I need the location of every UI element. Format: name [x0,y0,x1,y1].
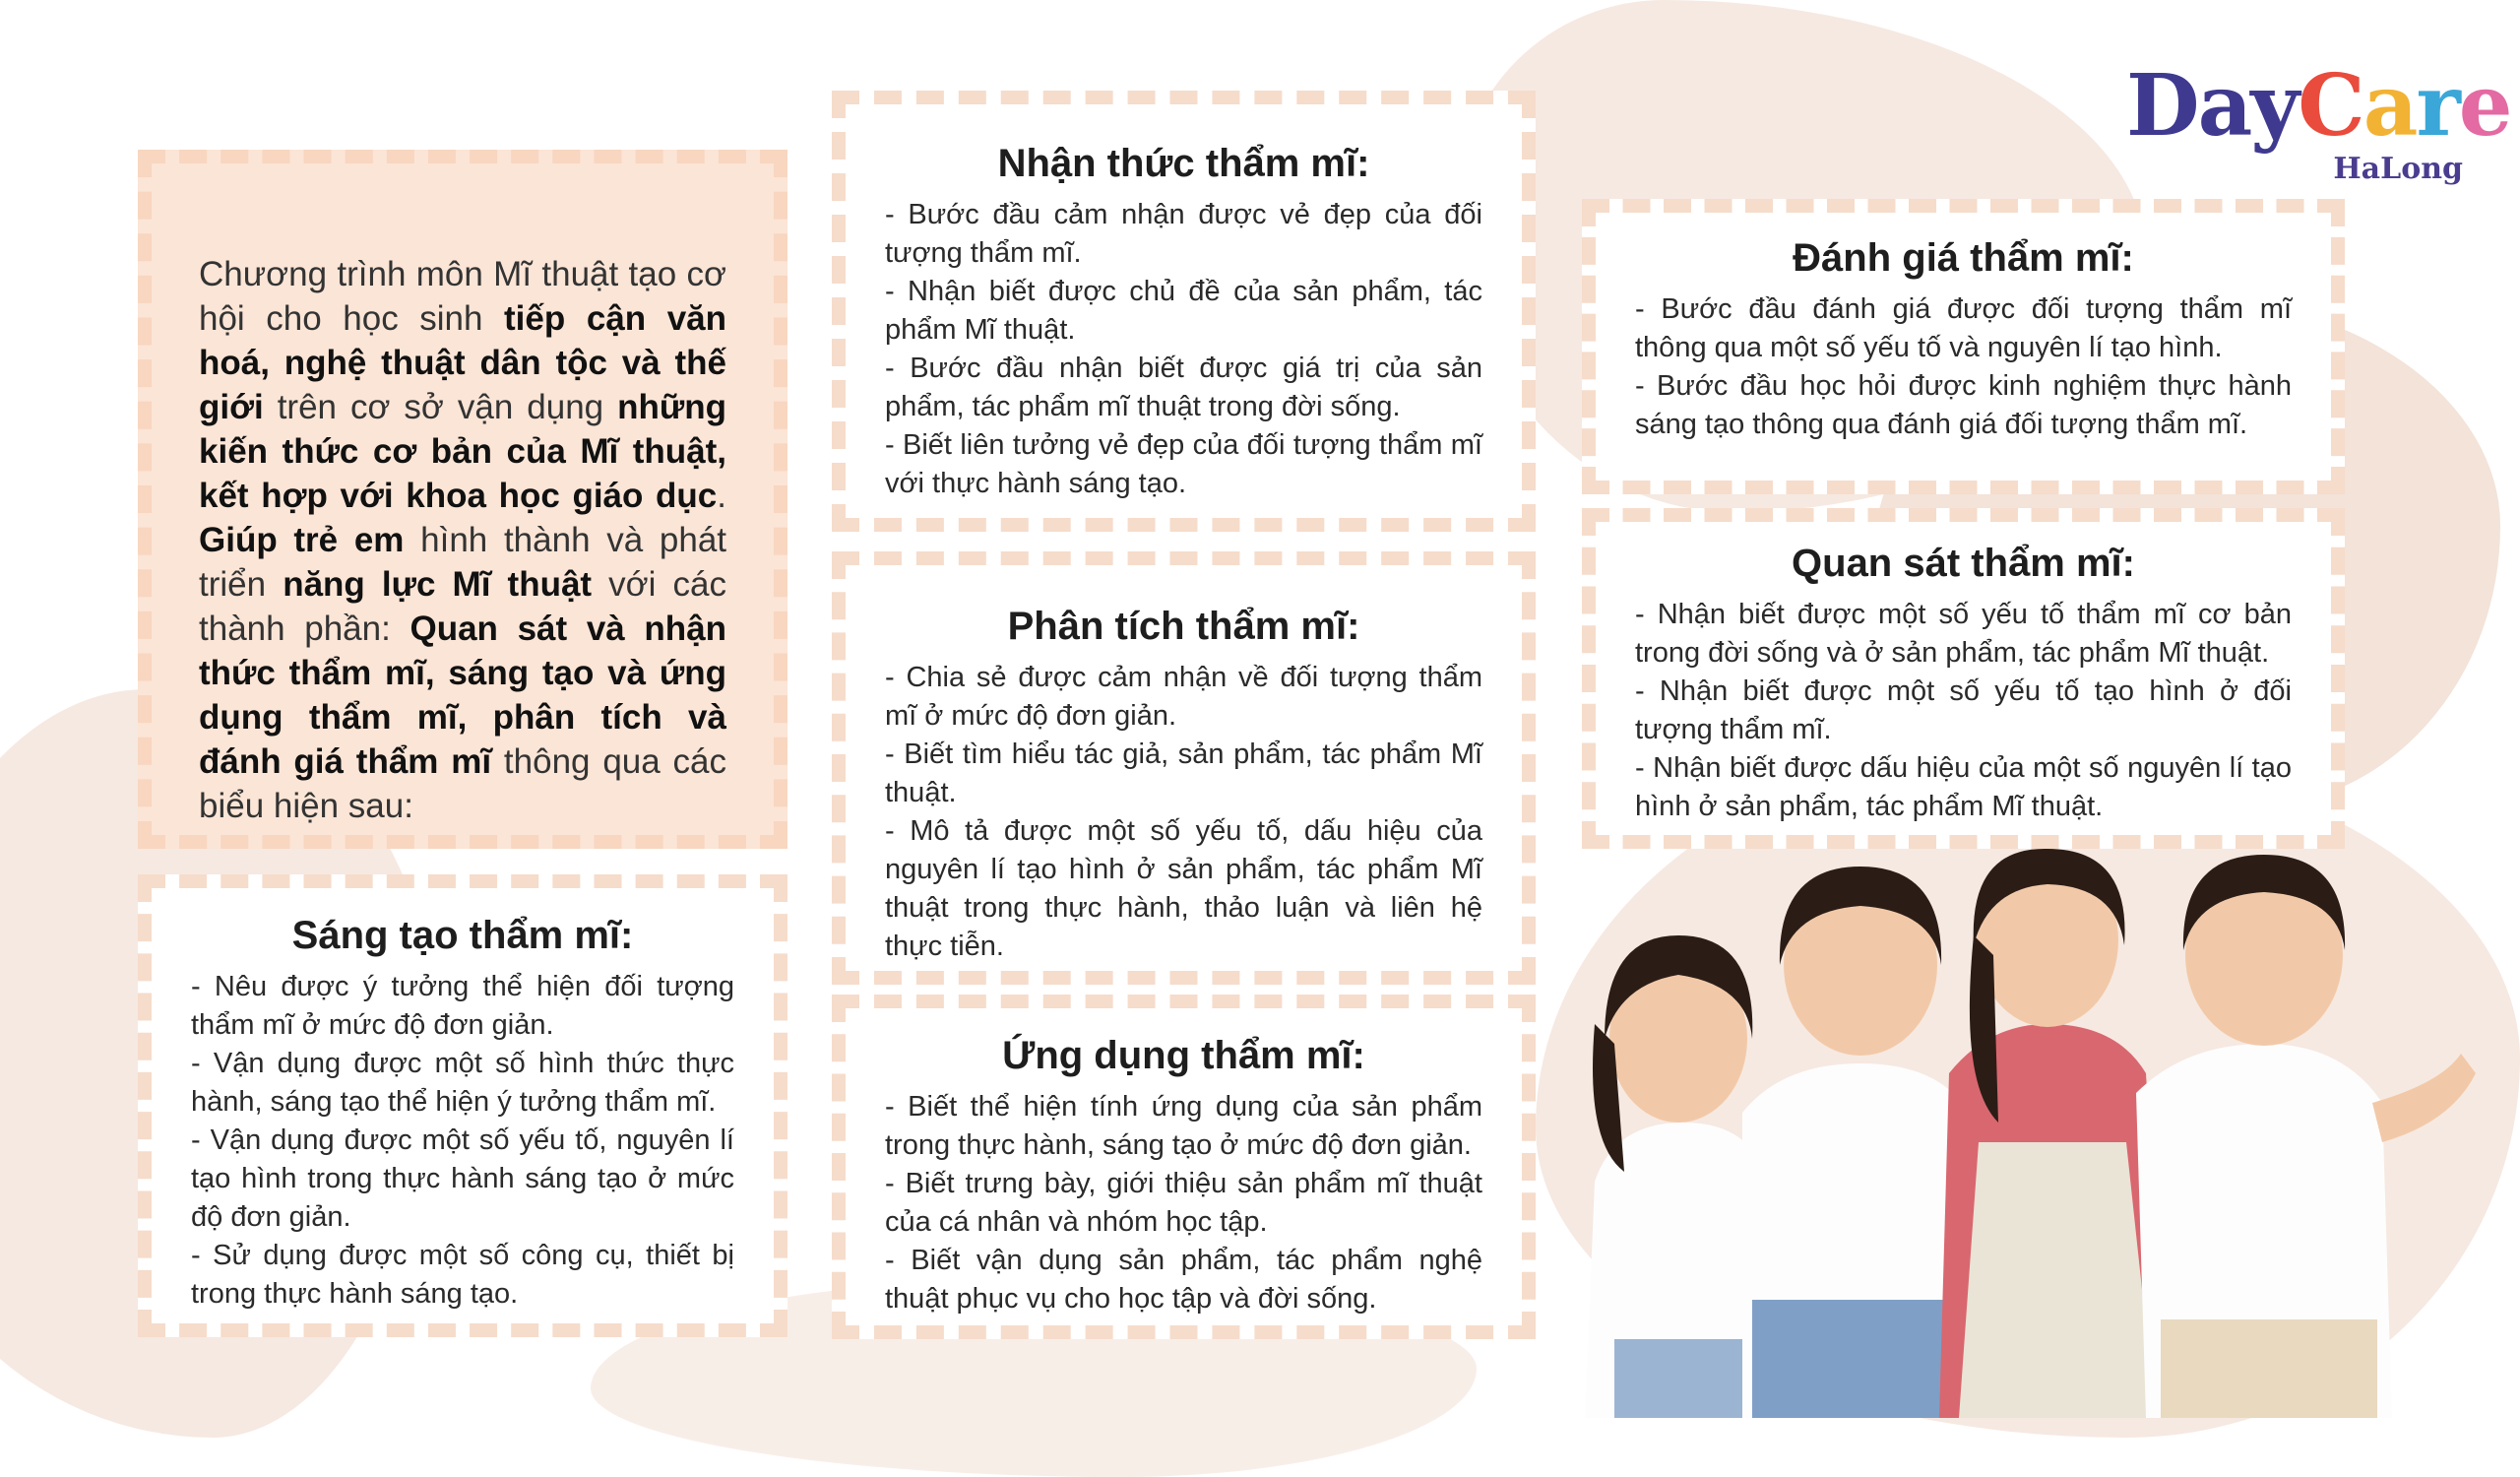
logo-letter: C [2298,56,2363,156]
intro-segment: . [717,477,726,515]
child-figure [2136,855,2476,1418]
intro-segment: với các thành phần: [199,565,726,648]
children-group-photo-icon [1555,827,2500,1418]
card-title: Quan sát thẩm mĩ: [1792,542,2135,585]
card-quan-sat [1582,508,2345,849]
card-ung-dung [832,995,1536,1339]
intro-paragraph [199,252,726,828]
logo-subtitle: HaLong [2333,152,2463,186]
logo-word-day: Day [2126,56,2299,156]
intro-segment: Chương trình môn Mĩ thuật tạo cơ hội cho học sinh [199,255,726,338]
intro-segment: những kiến thức cơ bản của Mĩ thuật, kết hợp với khoa học giáo dục [199,388,726,515]
card-title: Sáng tạo thẩm mĩ: [291,914,634,957]
card-danh-gia [1582,199,2345,494]
logo-letter: r [2416,56,2459,156]
intro-segment: hình thành và phát triển [199,521,727,604]
logo-word-care [2298,56,2510,156]
card-text: - Biết thể hiện tính ứng dụng của sản phẩm trong thực hành, sáng tạo ở mức độ đơn giản. - Biết trưng bày, giới thiệu sản phẩm mĩ thuật của cá nhân và nhóm học tập. - Biết vận dụng sản phẩm, tác phẩm nghệ thuật phục vụ cho học tập và đời sống. [885,1091,1482,1315]
intro-segment: năng lực Mĩ thuật [283,565,593,604]
intro-card [138,150,788,849]
card-text: - Nêu được ý tưởng thể hiện đối tượng thẩm mĩ ở mức độ đơn giản. - Vận dụng được một số hình thức thực hành, sáng tạo thể hiện ý tưởng thẩm mĩ. - Vận dụng được một số yếu tố, nguyên lí tạo hình trong thực hành sáng tạo ở mức độ đơn giản. - Sử dụng được một số công cụ, thiết bị trong thực hành sáng tạo. [191,971,734,1310]
card-title: Nhận thức thẩm mĩ: [997,142,1370,185]
child-figure [1939,849,2166,1418]
card-text: - Nhận biết được một số yếu tố thẩm mĩ cơ bản trong đời sống và ở sản phẩm, tác phẩm Mĩ thuật. - Nhận biết được một số yếu tố tạo hình ở đối tượng thẩm mĩ. - Nhận biết được dấu hiệu của một số nguyên lí tạo hình ở sản phẩm, tác phẩm Mĩ thuật. [1635,599,2292,822]
card-title: Đánh giá thẩm mĩ: [1793,236,2134,280]
card-sang-tao [138,874,788,1337]
card-text: - Bước đầu cảm nhận được vẻ đẹp của đối tượng thẩm mĩ. - Nhận biết được chủ đề của sản phẩm, tác phẩm Mĩ thuật. - Bước đầu nhận biết được giá trị của sản phẩm, tác phẩm mĩ thuật trong đời sống. - Biết liên tưởng vẻ đẹp của đối tượng thẩm mĩ với thực hành sáng tạo. [885,199,1482,499]
logo-letter: a [2362,56,2417,156]
card-text: - Bước đầu đánh giá được đối tượng thẩm mĩ thông qua một số yếu tố và nguyên lí tạo hình. - Bước đầu học hỏi được kinh nghiệm thực hành sáng tạo thông qua đánh giá đối tượng thẩm mĩ. [1635,293,2292,440]
card-phan-tich [832,551,1536,985]
daycare-logo [2126,56,2511,195]
logo-letter: e [2458,56,2511,156]
card-title: Ứng dụng thẩm mĩ: [1002,1034,1365,1077]
intro-segment: Quan sát và nhận thức thẩm mĩ, sáng tạo và ứng dụng thẩm mĩ, phân tích và đánh giá thẩm mĩ [199,610,727,781]
card-text: - Chia sẻ được cảm nhận về đối tượng thẩm mĩ ở mức độ đơn giản. - Biết tìm hiểu tác giả, sản phẩm, tác phẩm Mĩ thuật. - Mô tả được một số yếu tố, dấu hiệu của nguyên lí tạo hình ở sản phẩm, tác phẩm Mĩ thuật trong thực hành, thảo luận và liên hệ thực tiễn. [885,662,1482,962]
intro-segment: thông qua các biểu hiện sau: [199,742,726,825]
card-title: Phân tích thẩm mĩ: [1007,605,1360,648]
card-nhan-thuc [832,91,1536,532]
intro-segment: Giúp trẻ em [199,521,405,559]
intro-segment: trên cơ sở vận dụng [263,388,618,426]
intro-segment: tiếp cận văn hoá, nghệ thuật dân tộc và thế giới [199,299,727,426]
logo-wordmark [2126,56,2511,156]
